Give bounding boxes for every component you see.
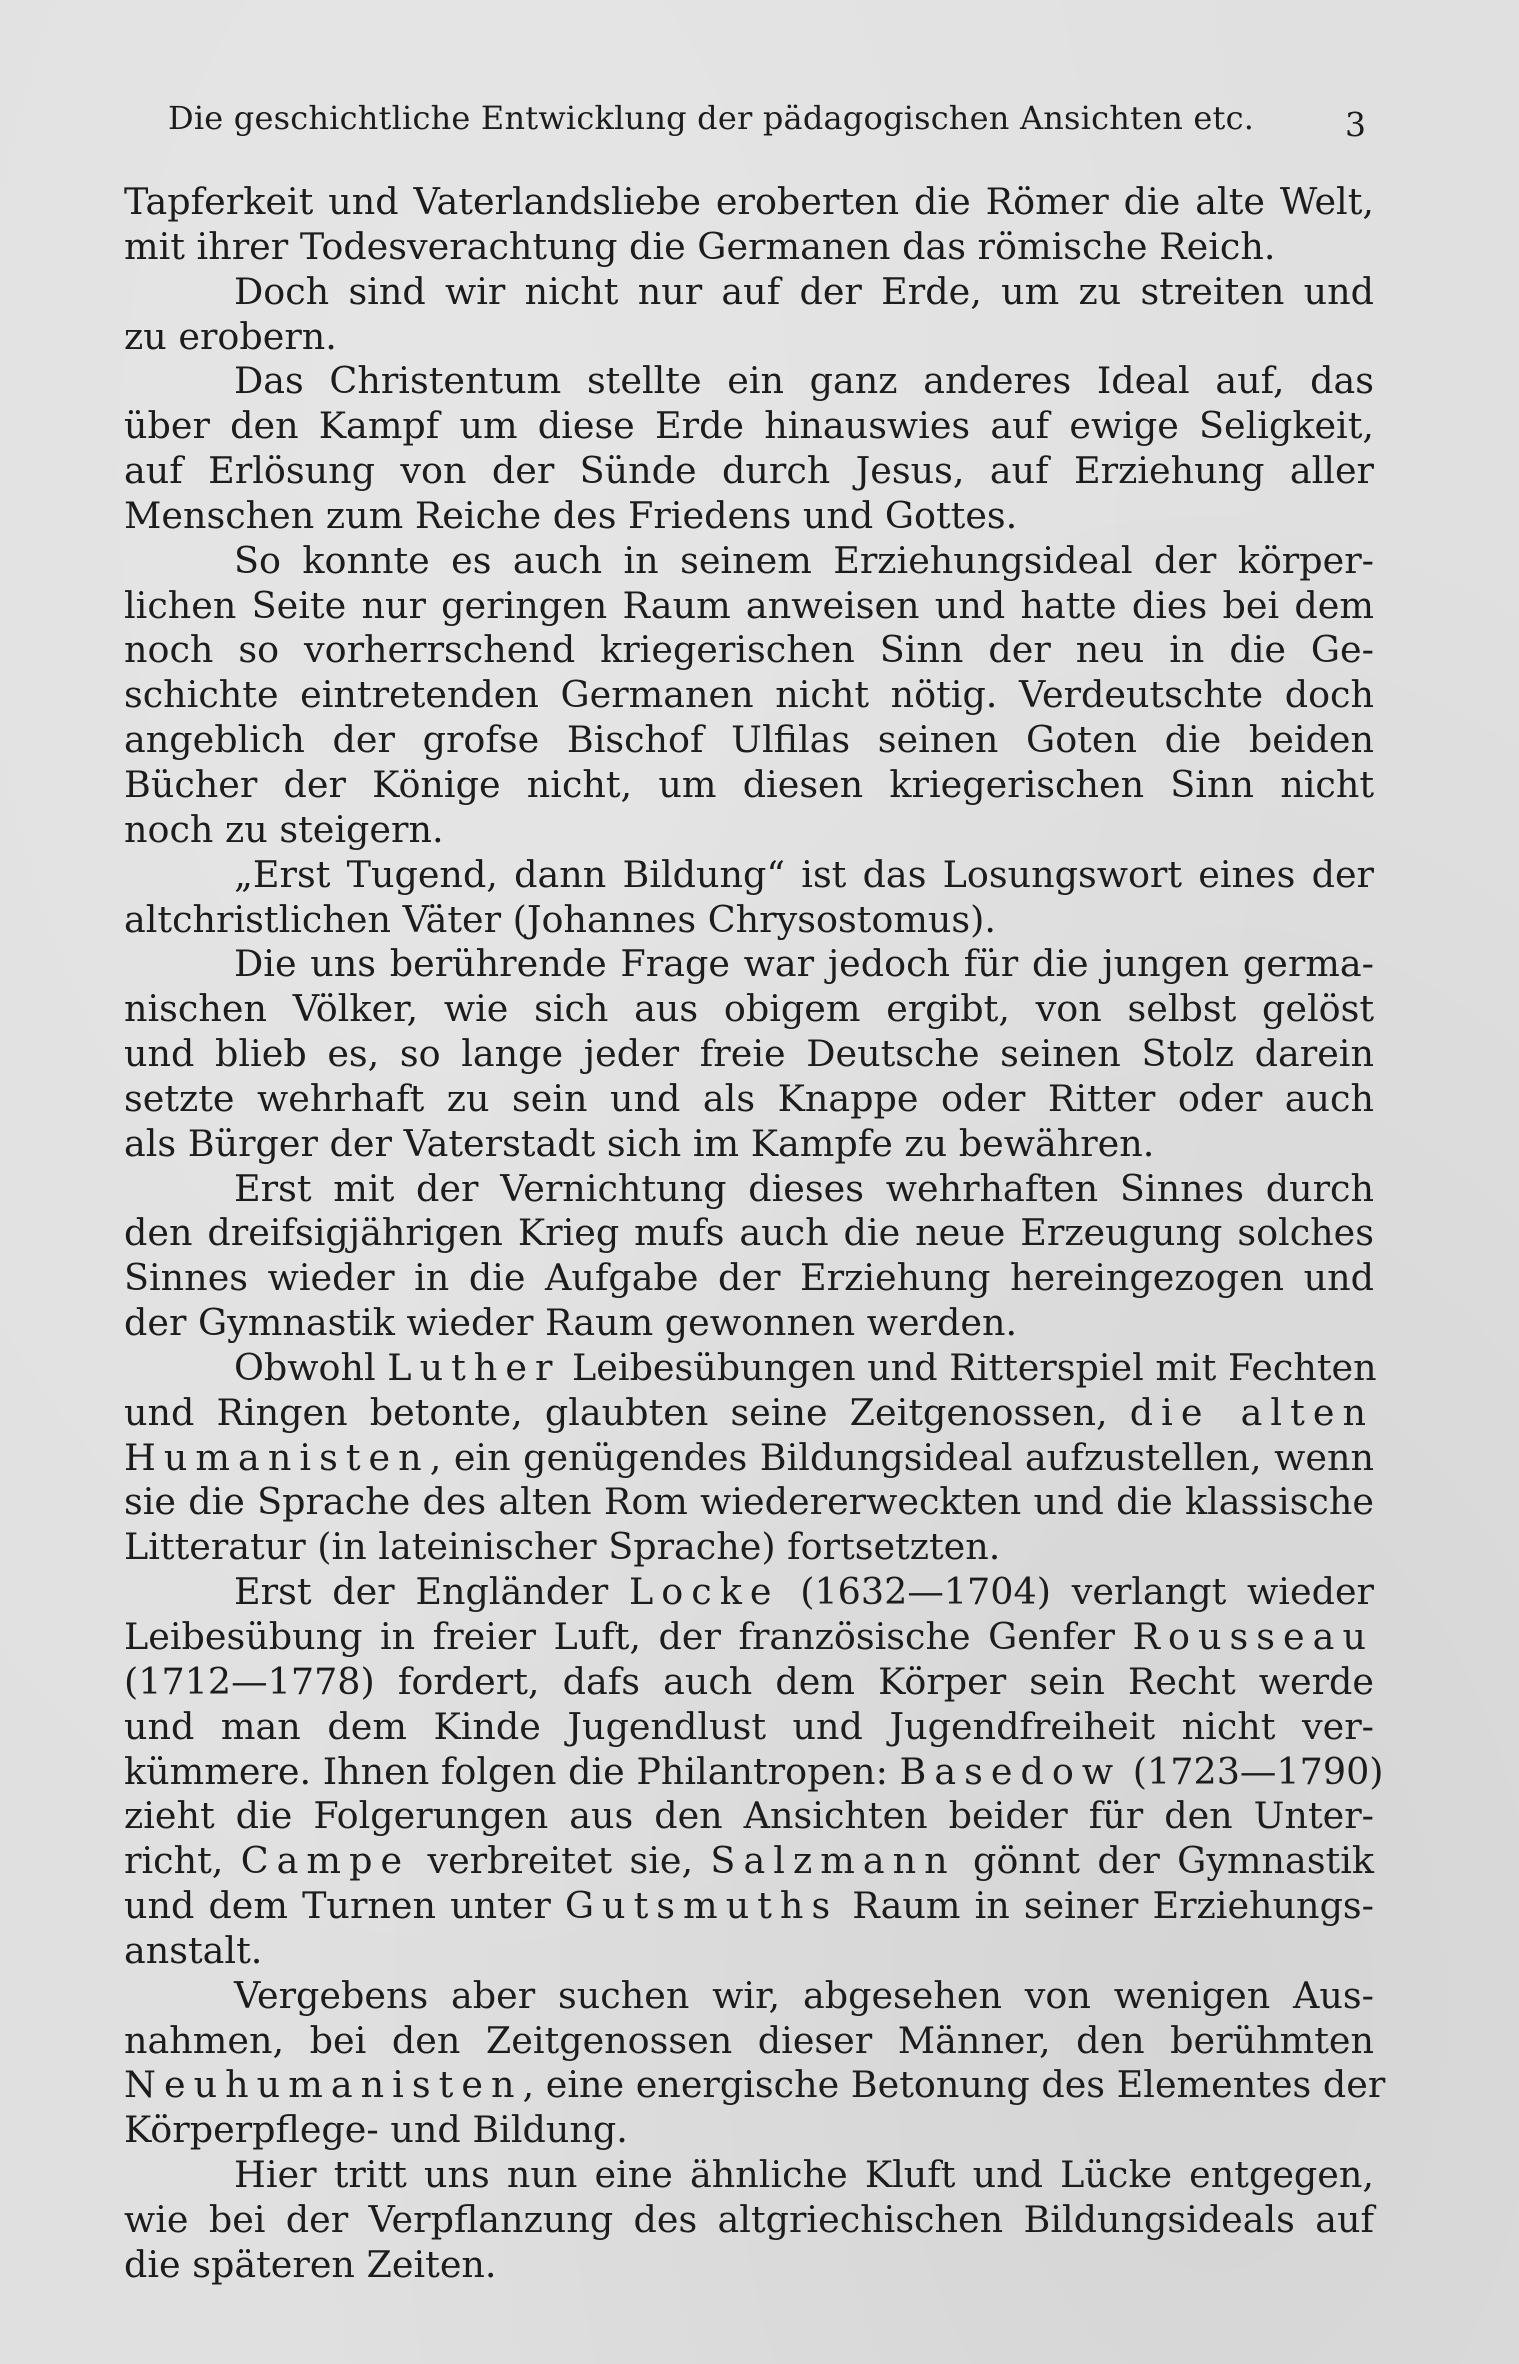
text-line: zu erobern. — [124, 314, 337, 358]
spaced-name: Neuhumanisten — [124, 2063, 523, 2107]
spaced-name: Rousseau — [1132, 1615, 1374, 1658]
text-line: Hier tritt uns nun eine ähnliche Kluft und Lücke entgegen, — [234, 2153, 1374, 2197]
text-line: die späteren Zeiten. — [124, 2242, 497, 2286]
text-line: zieht die Folgerungen aus den Ansichten beider für den Unter- — [124, 1794, 1374, 1838]
text-line: Menschen zum Reiche des Friedens und Gottes. — [124, 493, 1018, 537]
text-line: sie die Sprache des alten Rom wiedererweckten und die klassische — [124, 1480, 1374, 1524]
text-line: nahmen, bei den Zeitgenossen dieser Männer, den berühmten — [124, 2018, 1374, 2062]
text-line: und Ringen betonte, glaubten seine Zeitgenossen, die alten — [124, 1390, 1374, 1434]
spaced-name: Salzmann — [710, 1839, 956, 1883]
text-line: Litteratur (in lateinischer Sprache) fortsetzten. — [124, 1525, 1001, 1569]
text-line: Erst der Engländer Locke (1632—1704) verlangt wieder — [234, 1570, 1374, 1614]
text-line: angeblich der grofse Bischof Ulfilas seinen Goten die beiden — [124, 718, 1374, 762]
text-line: schichte eintretenden Germanen nicht nötig. Verdeutschte doch — [124, 673, 1374, 717]
text-line: Vergebens aber suchen wir, abgesehen von wenigen Aus- — [234, 1973, 1374, 2017]
text-line: noch so vorherrschend kriegerischen Sinn der neu in die Ge- — [124, 628, 1374, 672]
spaced-name: Gutsmuths — [564, 1884, 839, 1928]
spaced-name: Campe — [240, 1839, 411, 1883]
text-line: setzte wehrhaft zu sein und als Knappe oder Ritter oder auch — [124, 1076, 1374, 1120]
text-line: Tapferkeit und Vaterlandsliebe eroberten die Römer die alte Welt, — [124, 180, 1374, 223]
text-line: Sinnes wieder in die Aufgabe der Erziehung hereingezogen und — [124, 1256, 1374, 1300]
text-line: mit ihrer Todesverachtung die Germanen das römische Reich. — [124, 224, 1276, 268]
text-line: Bücher der Könige nicht, um diesen kriegerischen Sinn nicht — [124, 762, 1374, 806]
text-line: Leibesübung in freier Luft, der französische Genfer Rousseau — [124, 1615, 1374, 1658]
text-line: Neuhumanisten, eine energische Betonung des Elementes der — [124, 2063, 1386, 2107]
text-line: anstalt. — [124, 1928, 263, 1972]
text-line: Die uns berührende Frage war jedoch für die jungen germa- — [234, 942, 1374, 986]
spaced-name: Luther — [387, 1345, 561, 1389]
text-line: Obwohl Luther Leibesübungen und Ritterspiel mit Fechten — [234, 1345, 1377, 1389]
text-line: Doch sind wir nicht nur auf der Erde, um zu streiten und — [234, 269, 1374, 313]
text-line: und blieb es, so lange jeder freie Deutsche seinen Stolz darein — [124, 1032, 1374, 1076]
text-line: (1712—1778) fordert, dafs auch dem Körper sein Recht werde — [124, 1659, 1374, 1703]
text-line: richt, Campe verbreitet sie, Salzmann gönnt der Gymnastik — [124, 1839, 1375, 1883]
text-line: altchristlichen Väter (Johannes Chrysostomus). — [124, 897, 997, 941]
text-line: noch zu steigern. — [124, 807, 444, 851]
text-line: lichen Seite nur geringen Raum anweisen und hatte dies bei dem — [124, 583, 1374, 627]
text-line: und dem Turnen unter Gutsmuths Raum in seiner Erziehungs- — [124, 1884, 1374, 1928]
text-line: den dreifsigjährigen Krieg mufs auch die neue Erzeugung solches — [124, 1211, 1374, 1255]
spaced-name: Locke — [628, 1570, 780, 1614]
text-line: „Erst Tugend, dann Bildung“ ist das Losungswort eines der — [234, 852, 1374, 896]
text-line: Körperpflege- und Bildung. — [124, 2108, 628, 2152]
text-line: als Bürger der Vaterstadt sich im Kampfe zu bewähren. — [124, 1121, 1155, 1165]
text-line: über den Kampf um diese Erde hinauswies auf ewige Seligkeit, — [124, 404, 1374, 448]
text-line: nischen Völker, wie sich aus obigem ergibt, von selbst gelöst — [124, 987, 1374, 1031]
spaced-name: die alten — [1129, 1390, 1374, 1434]
text-line: und man dem Kinde Jugendlust und Jugendfreiheit nicht ver- — [124, 1704, 1374, 1748]
body-text — [124, 180, 1386, 2288]
text-line: So konnte es auch in seinem Erziehungsideal der körper- — [234, 538, 1374, 582]
text-line: der Gymnastik wieder Raum gewonnen werden. — [124, 1301, 1018, 1345]
spaced-name: Humanisten — [124, 1435, 430, 1479]
text-line: Erst mit der Vernichtung dieses wehrhaften Sinnes durch — [234, 1166, 1374, 1210]
text-line: Humanisten, ein genügendes Bildungsideal aufzustellen, wenn — [124, 1435, 1374, 1479]
text-line: wie bei der Verpflanzung des altgriechischen Bildungsideals auf — [124, 2197, 1374, 2241]
spaced-name: Basedow — [899, 1749, 1122, 1793]
page-number: 3 — [1345, 105, 1366, 144]
text-line: Das Christentum stellte ein ganz anderes Ideal auf, das — [234, 359, 1374, 403]
text-line: kümmere. Ihnen folgen die Philantropen: Basedow (1723—1790) — [124, 1749, 1384, 1793]
running-head: Die geschichtliche Entwicklung der pädagogischen Ansichten etc. — [168, 99, 1255, 137]
text-line: auf Erlösung von der Sünde durch Jesus, auf Erziehung aller — [124, 449, 1374, 493]
